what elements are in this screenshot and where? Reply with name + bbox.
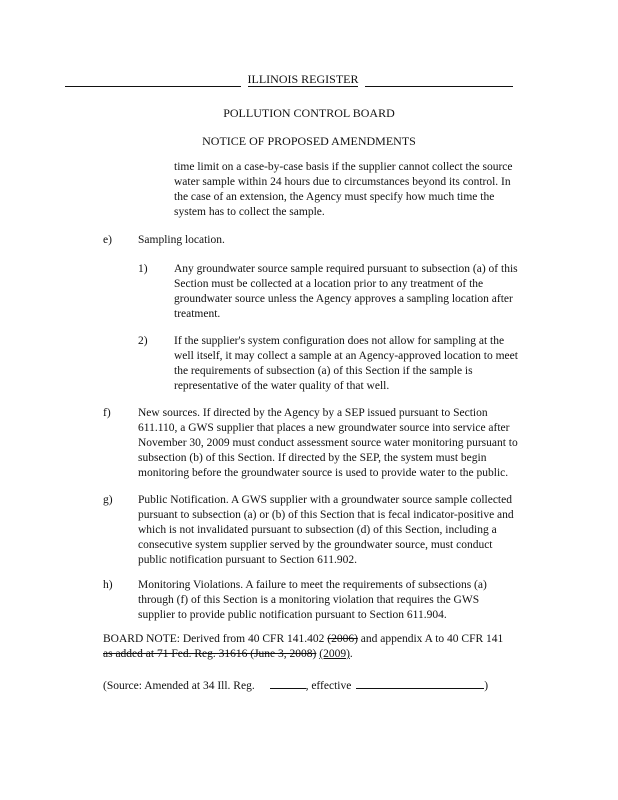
section-g-line: pursuant to subsection (a) or (b) of this Section that is fecal indicator-positive and (138, 509, 514, 521)
item-line: If the supplier's system configuration does not allow for sampling at the (174, 335, 505, 347)
item-line: treatment. (174, 308, 221, 320)
deleted-text: as added at 71 Fed. Reg. 31616 (June 3, 2008) (103, 648, 317, 660)
header-left-rule (65, 86, 241, 87)
section-h-line: Monitoring Violations. A failure to meet the requirements of subsections (a) (138, 579, 487, 591)
section-f-line: New sources. If directed by the Agency by a SEP issued pursuant to Section (138, 407, 488, 419)
item-number: 2) (138, 335, 148, 347)
register-title: ILLINOIS REGISTER (247, 72, 359, 86)
section-h-line: supplier to provide public notification pursuant to Section 611.904. (138, 609, 447, 621)
item-number: 1) (138, 263, 148, 275)
board-note-text: BOARD NOTE: Derived from 40 CFR 141.402 (103, 633, 328, 645)
section-f-line: 611.110, a GWS supplier that places a new groundwater source into service after (138, 422, 510, 434)
section-f-line: subsection (b) of this Section. If directed by the SEP, the system must begin (138, 452, 487, 464)
board-title: POLLUTION CONTROL BOARD (223, 106, 395, 120)
section-g-line: public notification pursuant to Section 611.902. (138, 554, 357, 566)
board-note-text: and appendix A to 40 CFR 141 (357, 633, 504, 645)
board-note-line-1 (103, 632, 503, 646)
item-line: representative of the water quality of that well. (174, 380, 390, 392)
section-g-line: which is not invalidated pursuant to subsection (d) of this Section, including a (138, 524, 497, 536)
item-line: the requirements of subsection (a) of this Section if the sample is (174, 365, 473, 377)
board-note-text: . (349, 648, 353, 660)
section-f-label: f) (103, 407, 111, 419)
volume-blank (270, 677, 306, 689)
deleted-text: (2006) (327, 633, 358, 645)
register-title-underline (248, 86, 358, 87)
source-suffix: ) (484, 680, 489, 692)
section-h-label: h) (103, 579, 113, 591)
section-g-label: g) (103, 494, 113, 506)
intro-line: water sample within 24 hours due to circumstances beyond its control. In (174, 176, 511, 188)
header-right-rule (365, 86, 513, 87)
effective-date-blank (356, 677, 484, 689)
item-line: Any groundwater source sample required pursuant to subsection (a) of this (174, 263, 518, 275)
section-f-line: November 30, 2009 must conduct assessment source water monitoring pursuant to (138, 437, 518, 449)
item-line: Section must be collected at a location prior to any treatment of the (174, 278, 484, 290)
section-h-line: through (f) of this Section is a monitoring violation that requires the GWS (138, 594, 480, 606)
source-prefix: (Source: Amended at 34 Ill. Reg. (103, 680, 255, 692)
section-g-line: Public Notification. A GWS supplier with a groundwater source sample collected (138, 494, 512, 506)
section-g-line: consecutive system supplier served by the groundwater source, must conduct (138, 539, 493, 551)
section-e-title: Sampling location. (138, 234, 225, 246)
item-line: well itself, it may collect a sample at an Agency-approved location to meet (174, 350, 518, 362)
intro-line: time limit on a case-by-case basis if the supplier cannot collect the source (174, 161, 513, 173)
source-line (103, 677, 488, 693)
intro-line: system has to collect the sample. (174, 206, 325, 218)
board-note-line-2 (103, 647, 353, 661)
section-f-line: monitoring before the groundwater source is used to provide water to the public. (138, 467, 509, 479)
inserted-text: (2009) (319, 648, 350, 660)
notice-title: NOTICE OF PROPOSED AMENDMENTS (202, 134, 416, 148)
item-line: groundwater source unless the Agency approves a sampling location after (174, 293, 513, 305)
section-e-label: e) (103, 234, 112, 246)
source-middle: , effective (305, 680, 352, 692)
intro-line: the case of an extension, the Agency must specify how much time the (174, 191, 495, 203)
